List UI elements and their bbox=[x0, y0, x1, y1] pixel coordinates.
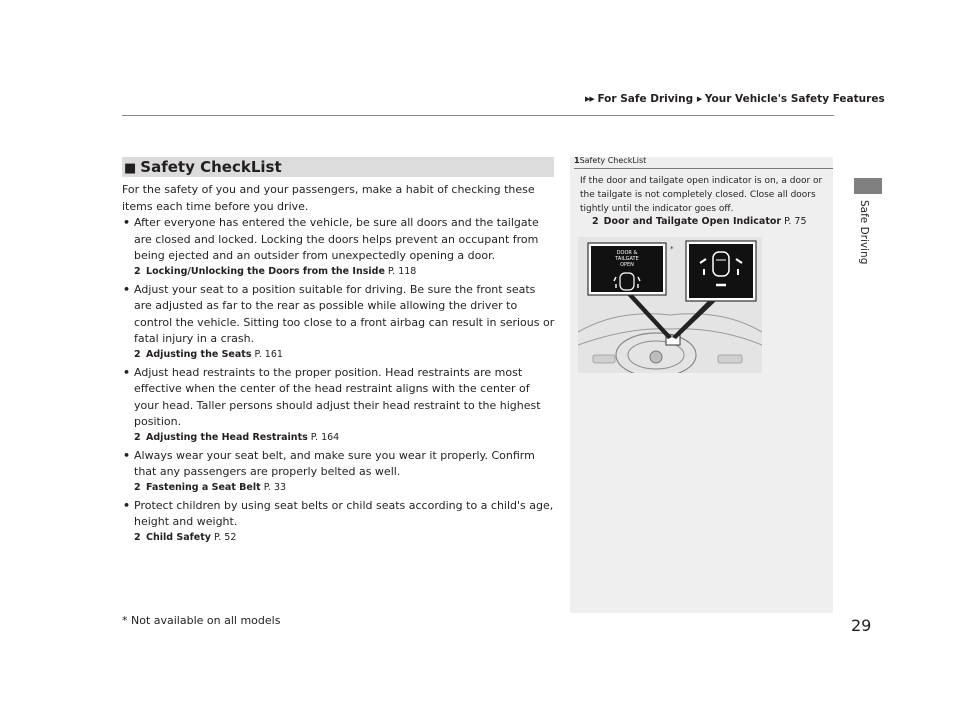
side-note-rule bbox=[574, 168, 833, 169]
main-content bbox=[122, 182, 556, 548]
reference-arrow-icon: 2 bbox=[134, 431, 141, 443]
reference-arrow-icon: 2 bbox=[592, 216, 599, 227]
page-reference[interactable]: 2 Locking/Unlocking the Doors from the Inside P. 118 bbox=[134, 265, 417, 277]
list-item: • Adjust your seat to a position suitable for driving. Be sure the front seats are adjusted as far to the rear as possible while allowing the driver to control the vehicle. Sitting too close to a front airbag can result in serious or fatal injury in a crash. 2 Adjusting the Seats P. 161 bbox=[123, 282, 555, 360]
bullet-icon: • bbox=[123, 448, 131, 462]
asterisk: * bbox=[670, 245, 674, 253]
list-item: • Protect children by using seat belts or child seats according to a child's age, height and weight. 2 Child Safety P. 52 bbox=[122, 498, 556, 545]
bullet-icon: • bbox=[123, 282, 131, 296]
breadcrumb-arrow-icon: ▶▶ bbox=[585, 95, 594, 103]
reference-arrow-icon: 2 bbox=[134, 481, 141, 493]
chapter-tab-marker bbox=[854, 178, 882, 194]
display-text: OPEN bbox=[620, 262, 634, 268]
chapter-tab-label: Safe Driving bbox=[858, 200, 870, 265]
bullet-icon: • bbox=[123, 498, 131, 512]
square-bullet-icon: ■ bbox=[124, 161, 137, 176]
page-reference[interactable]: 2 Adjusting the Seats P. 161 bbox=[134, 348, 283, 360]
breadcrumb-arrow-icon: ▶ bbox=[696, 95, 702, 103]
display-text: DOOR & bbox=[616, 250, 638, 256]
reference-arrow-icon: 2 bbox=[134, 348, 141, 360]
note-marker-icon: 1 bbox=[574, 156, 580, 165]
breadcrumb-item[interactable]: For Safe Driving bbox=[597, 93, 694, 105]
header-rule bbox=[122, 115, 834, 116]
page-reference[interactable]: 2 Child Safety P. 52 bbox=[134, 531, 237, 543]
checklist bbox=[122, 215, 556, 545]
page-reference[interactable]: 2 Door and Tailgate Open Indicator P. 75 bbox=[592, 216, 807, 227]
intro-paragraph: For the safety of you and your passengers, make a habit of checking these items each time before you drive. bbox=[122, 183, 535, 213]
reference-arrow-icon: 2 bbox=[134, 265, 141, 277]
footnote: * Not available on all models bbox=[122, 614, 281, 627]
section-heading: ■ Safety CheckList bbox=[122, 157, 554, 177]
bullet-icon: • bbox=[123, 216, 131, 229]
reference-arrow-icon: 2 bbox=[134, 531, 141, 543]
side-note-heading: 1Safety CheckList bbox=[574, 156, 647, 165]
breadcrumb bbox=[585, 93, 885, 105]
page-reference[interactable]: 2 Fastening a Seat Belt P. 33 bbox=[134, 481, 287, 493]
display-text: TAILGATE bbox=[615, 256, 639, 262]
list-item: • Always wear your seat belt, and make sure you wear it properly. Confirm that any passengers are properly belted as well. 2 Fastening a Seat Belt P. 33 bbox=[122, 448, 556, 495]
page-reference[interactable]: 2 Adjusting the Head Restraints P. 164 bbox=[134, 431, 340, 443]
side-note-text: If the door and tailgate open indicator is on, a door or the tailgate is not completely closed. Close all doors tightly until the indicator goes off. bbox=[580, 176, 823, 214]
breadcrumb-item[interactable]: Your Vehicle's Safety Features bbox=[704, 93, 885, 105]
bullet-icon: • bbox=[123, 365, 131, 379]
list-item: • Adjust head restraints to the proper position. Head restraints are most effective when the center of the head restraint aligns with the center of your head. Taller persons should adjust their head restraint to the highest position. 2 Adjusting the Head Restraints P. 164 bbox=[122, 365, 556, 445]
list-item: • After everyone has entered the vehicle, be sure all doors and the tailgate are closed and locked. Locking the doors helps prevent an occupant from being ejected and an outsider from unexpectedly opening a door. 2 Locking/Unlocking the Doors from the Inside P. 118 bbox=[122, 215, 556, 279]
page-number: 29 bbox=[851, 616, 872, 635]
dashboard-illustration bbox=[578, 237, 762, 373]
